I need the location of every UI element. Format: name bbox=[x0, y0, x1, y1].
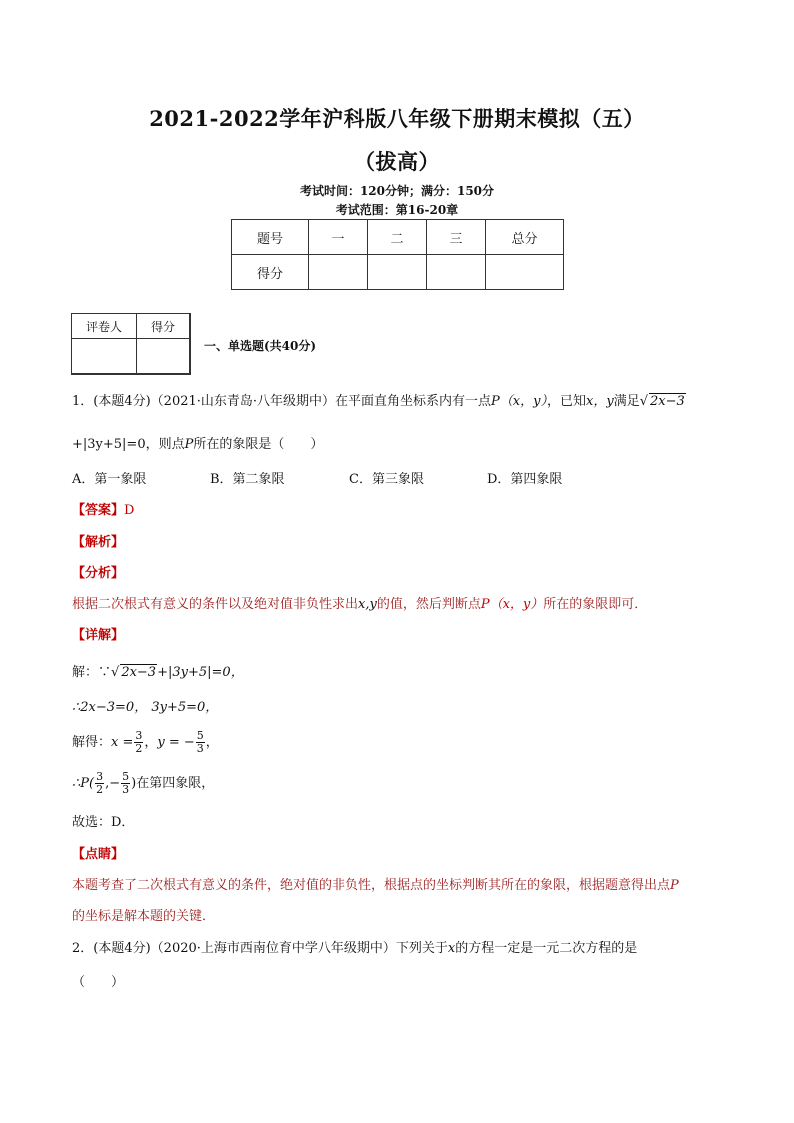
section-title: 一、单选题(共40分) bbox=[204, 339, 317, 353]
score-header-cell: 总分 bbox=[486, 220, 564, 255]
score-header-cell: 题号 bbox=[232, 220, 309, 255]
score-table-score-row bbox=[232, 255, 564, 290]
grader-score-cell[interactable] bbox=[137, 339, 191, 375]
q1-solution-line5: 故选：D． bbox=[72, 815, 135, 830]
q1-solution-line3: 解得：x = $\frac{3}{2}$ ，y = − $\frac{5}{3}$ ， bbox=[72, 729, 219, 755]
fraction-5-3: $\frac{5}{3}$ bbox=[196, 729, 204, 755]
q1-point: P（x，y） bbox=[491, 394, 547, 409]
q1-fenxi-label: 【分析】 bbox=[72, 566, 125, 581]
q1-stem-line1: 1．(本题4分)（2021·山东青岛·八年级期中）在平面直角坐标系内有一点P（x，y），已知x，y满足√ 2x−3 bbox=[72, 394, 685, 409]
exam-scope: 考试范围：第16-20章 bbox=[335, 203, 459, 217]
q1-sqrt: 2x−3 bbox=[650, 394, 685, 409]
score-table bbox=[231, 219, 564, 290]
q1-answer-value: D bbox=[124, 503, 135, 518]
q1-dianjing-line1: 本题考查了二次根式有意义的条件，绝对值的非负性，根据点的坐标判断其所在的象限，根据题意得出点P bbox=[72, 878, 679, 893]
score-cell[interactable] bbox=[309, 255, 368, 290]
grader-table bbox=[71, 313, 191, 375]
page-subtitle: （拔高） bbox=[354, 149, 440, 174]
grader-score-header: 得分 bbox=[137, 314, 191, 339]
q1-detail-label: 【详解】 bbox=[72, 628, 125, 643]
q1-dianjing-label: 【点睛】 bbox=[72, 847, 125, 862]
score-header-cell: 二 bbox=[368, 220, 427, 255]
q1-option-b[interactable]: B．第二象限 bbox=[210, 472, 285, 487]
score-header-cell: 一 bbox=[309, 220, 368, 255]
q1-fenxi-text: 根据二次根式有意义的条件以及绝对值非负性求出x,y的值，然后判断点P（x，y）所在的象限即可． bbox=[72, 597, 648, 612]
score-row-label: 得分 bbox=[232, 255, 309, 290]
q1-dianjing-line2: 的坐标是解本题的关键． bbox=[72, 909, 216, 924]
fraction-3-2: $\frac{3}{2}$ bbox=[135, 729, 143, 755]
q1-solution-line2: ∴2x−3=0， 3y+5=0， bbox=[72, 700, 219, 715]
q2-stem-line2: （ ） bbox=[72, 975, 125, 990]
score-cell[interactable] bbox=[368, 255, 427, 290]
q1-vars: x，y bbox=[586, 394, 614, 409]
q1-option-a[interactable]: A．第一象限 bbox=[72, 472, 147, 487]
score-cell[interactable] bbox=[486, 255, 564, 290]
grader-cell[interactable] bbox=[72, 339, 137, 375]
q1-solution-line1: 解：∵√ 2x−3+|3y+5|=0， bbox=[72, 665, 244, 680]
q1-solution-line4: ∴P( $\frac{3}{2}$ ,− $\frac{5}{3}$ )在第四象限， bbox=[72, 770, 215, 796]
q1-analysis-label: 【解析】 bbox=[72, 535, 125, 550]
exam-time: 考试时间：120分钟；满分：150分 bbox=[299, 184, 495, 198]
score-table-header-row bbox=[232, 220, 564, 255]
q1-option-c[interactable]: C．第三象限 bbox=[349, 472, 424, 487]
q2-stem-line1: 2．(本题4分)（2020·上海市西南位育中学八年级期中）下列关于x的方程一定是一元二次方程的是 bbox=[72, 941, 638, 956]
q1-option-d[interactable]: D．第四象限 bbox=[487, 472, 563, 487]
score-cell[interactable] bbox=[427, 255, 486, 290]
q1-stem-line2: +|3y+5|=0，则点P所在的象限是（ ） bbox=[72, 437, 324, 452]
q1-answer: 【答案】D bbox=[72, 503, 135, 518]
page-title: 2021-2022学年沪科版八年级下册期末模拟（五） bbox=[149, 106, 645, 131]
score-header-cell: 三 bbox=[427, 220, 486, 255]
grader-header: 评卷人 bbox=[72, 314, 137, 339]
